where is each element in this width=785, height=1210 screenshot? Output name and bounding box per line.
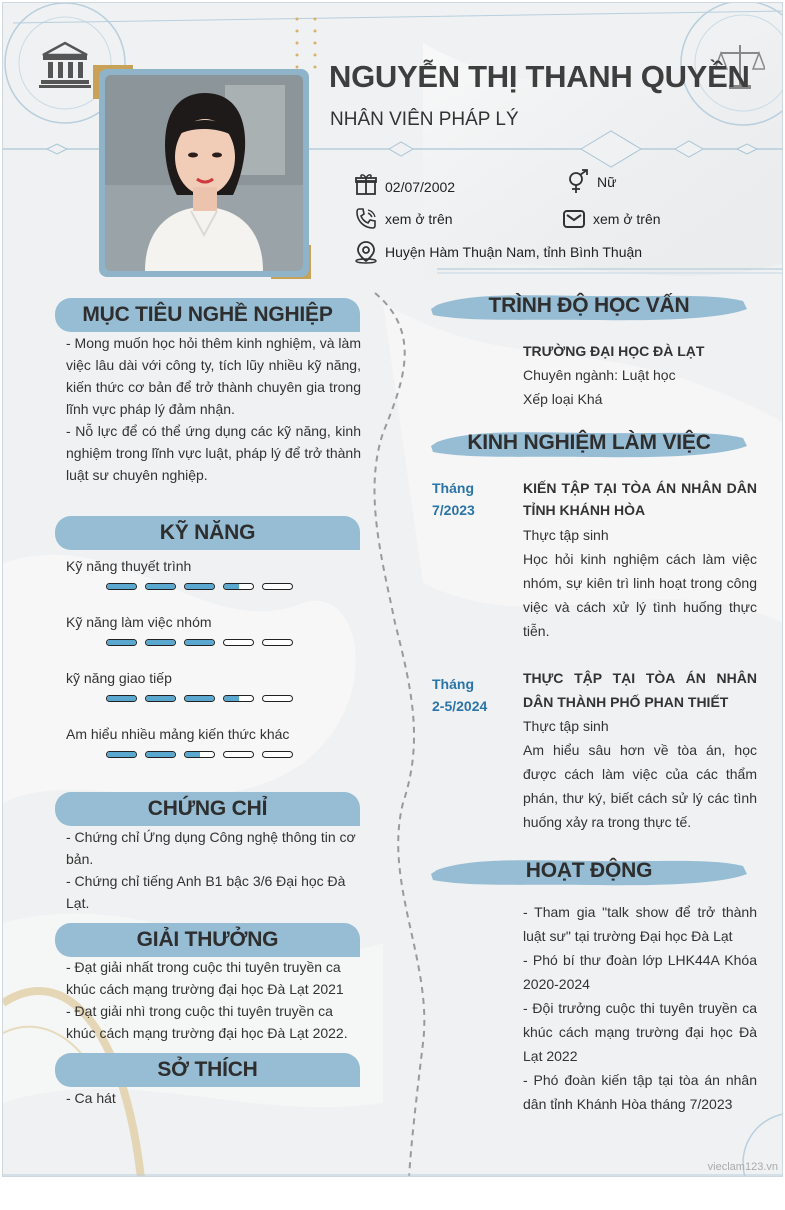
email-row [561, 206, 661, 232]
skill-level-segment [262, 583, 293, 590]
award-item: - Đạt giải nhì trong cuộc thi tuyên truyền ca khúc cách mạng trường đại học Đà Lạt 2022. [66, 1003, 348, 1041]
address-value: Huyện Hàm Thuận Nam, tỉnh Bình Thuận [385, 244, 643, 260]
skill-level-segment [106, 639, 137, 646]
skill-rating [106, 695, 301, 702]
skill-name: kỹ năng giao tiếp [66, 670, 172, 686]
experience-role: Thực tập sinh [523, 718, 609, 734]
gender-value: Nữ [597, 174, 617, 190]
education-heading: TRÌNH ĐỘ HỌC VẤN [431, 289, 747, 325]
experience-description: Am hiểu sâu hơn về tòa án, học được cách làm việc của các thẩm phán, thư ký, biết cách sử lý các tình huống xảy ra trong thực tế. [523, 742, 757, 830]
skill-item [66, 670, 361, 686]
activity-item: - Đội trưởng cuộc thi tuyên truyền ca khúc cách mạng trường đại học Đà Lạt 2022 [523, 1000, 757, 1064]
profile-photo-frame [99, 69, 311, 279]
skill-name: Kỹ năng thuyết trình [66, 558, 192, 574]
skill-item [66, 726, 361, 742]
email-icon [561, 206, 587, 232]
objective-paragraph: - Mong muốn học hỏi thêm kinh nghiệm, và làm việc lâu dài với công ty, tích lũy nhiều kỹ năng, kiến thức cơ bản để trở thành chuyên gia trong lĩnh vực pháp lý đảm nhận. [66, 335, 361, 417]
skill-name: Kỹ năng làm việc nhóm [66, 614, 212, 630]
awards-body [66, 956, 361, 1044]
address-row [353, 239, 642, 265]
skill-level-segment [145, 695, 176, 702]
phone-value: xem ở trên [385, 211, 453, 227]
school-name: TRƯỜNG ĐẠI HỌC ĐÀ LẠT [523, 343, 705, 359]
gender-icon [565, 169, 591, 195]
email-value: xem ở trên [593, 211, 661, 227]
education-body [523, 339, 757, 411]
awards-heading: GIẢI THƯỞNG [55, 923, 360, 957]
gender-row [565, 169, 616, 195]
location-pin-icon [353, 239, 379, 265]
experience-heading: KINH NGHIỆM LÀM VIỆC [431, 426, 747, 462]
skill-level-segment [262, 751, 293, 758]
skill-level-segment [145, 583, 176, 590]
skill-name: Am hiểu nhiều mảng kiến thức khác [66, 726, 290, 742]
skill-level-segment [262, 639, 293, 646]
experience-date: Tháng 7/2023 [432, 480, 475, 518]
certificate-item: - Chứng chỉ Ứng dụng Công nghệ thông tin cơ bản. [66, 829, 356, 867]
skill-level-segment [145, 639, 176, 646]
skill-level-segment [262, 695, 293, 702]
major: Chuyên ngành: Luật học [523, 367, 676, 383]
hobby-item: - Ca hát [66, 1090, 116, 1106]
experience-company: THỰC TẬP TẠI TÒA ÁN NHÂN DÂN THÀNH PHỐ PHAN THIẾT [523, 670, 757, 710]
experience-item [523, 666, 757, 834]
courthouse-icon [39, 41, 91, 89]
experience-item [523, 477, 757, 643]
activities-heading: HOẠT ĐỘNG [431, 854, 747, 890]
skill-level-segment [184, 695, 215, 702]
certificates-heading: CHỨNG CHỈ [55, 792, 360, 826]
candidate-name: NGUYỄN THỊ THANH QUYỀN [329, 59, 750, 94]
hobbies-body [66, 1087, 361, 1109]
gift-icon [353, 171, 379, 197]
cv-page [2, 2, 783, 1177]
job-title: NHÂN VIÊN PHÁP LÝ [330, 109, 519, 130]
experience-date: Tháng 2-5/2024 [432, 676, 488, 714]
skill-rating [106, 583, 301, 590]
birthday-value: 02/07/2002 [385, 179, 456, 195]
certificate-item: - Chứng chỉ tiếng Anh B1 bậc 3/6 Đại học Đà Lạt. [66, 873, 346, 911]
grade: Xếp loại Khá [523, 391, 603, 407]
skill-level-segment [184, 583, 215, 590]
skills-heading: KỸ NĂNG [55, 516, 360, 550]
skill-item [66, 614, 361, 630]
experience-description: Học hỏi kinh nghiệm cách làm việc nhóm, sự kiên trì linh hoạt trong công việc và cách xử lý tình huống thực tiễn. [523, 551, 757, 639]
skill-level-segment [184, 639, 215, 646]
phone-icon [353, 206, 379, 232]
award-item: - Đạt giải nhất trong cuộc thi tuyên truyền ca khúc cách mạng trường đại học Đà Lạt 2021 [66, 959, 344, 997]
skill-level-segment [145, 751, 176, 758]
skill-rating [106, 639, 301, 646]
phone-row [353, 206, 453, 232]
watermark: vieclam123.vn [707, 1161, 778, 1173]
certificates-body [66, 826, 361, 914]
skill-level-segment [106, 695, 137, 702]
skill-level-segment [223, 583, 254, 590]
experience-company: KIẾN TẬP TẠI TÒA ÁN NHÂN DÂN TỈNH KHÁNH HÒA [523, 480, 757, 518]
activity-item: - Phó đoàn kiến tập tại tòa án nhân dân tỉnh Khánh Hòa tháng 7/2023 [523, 1072, 757, 1112]
objective-paragraph: - Nỗ lực để có thể ứng dụng các kỹ năng, kinh nghiệm trong lĩnh vực luật, pháp lý để trở thành luật sư chuyên nghiệp. [66, 423, 361, 483]
skill-level-segment [223, 751, 254, 758]
skill-level-segment [223, 639, 254, 646]
skill-item [66, 558, 361, 574]
activity-item: - Tham gia "talk show để trở thành luật sư" tại trường Đại học Đà Lạt [523, 904, 757, 944]
skill-level-segment [106, 583, 137, 590]
birthday-row [353, 171, 455, 197]
objective-heading: MỤC TIÊU NGHỀ NGHIỆP [55, 298, 360, 332]
skill-rating [106, 751, 301, 758]
objective-body [66, 332, 361, 486]
hobbies-heading: SỞ THÍCH [55, 1053, 360, 1087]
skill-level-segment [184, 751, 215, 758]
activity-item: - Phó bí thư đoàn lớp LHK44A Khóa 2020-2024 [523, 952, 757, 992]
experience-role: Thực tập sinh [523, 527, 609, 543]
profile-photo [105, 75, 303, 271]
skill-level-segment [223, 695, 254, 702]
activities-body [523, 900, 757, 1116]
skill-level-segment [106, 751, 137, 758]
